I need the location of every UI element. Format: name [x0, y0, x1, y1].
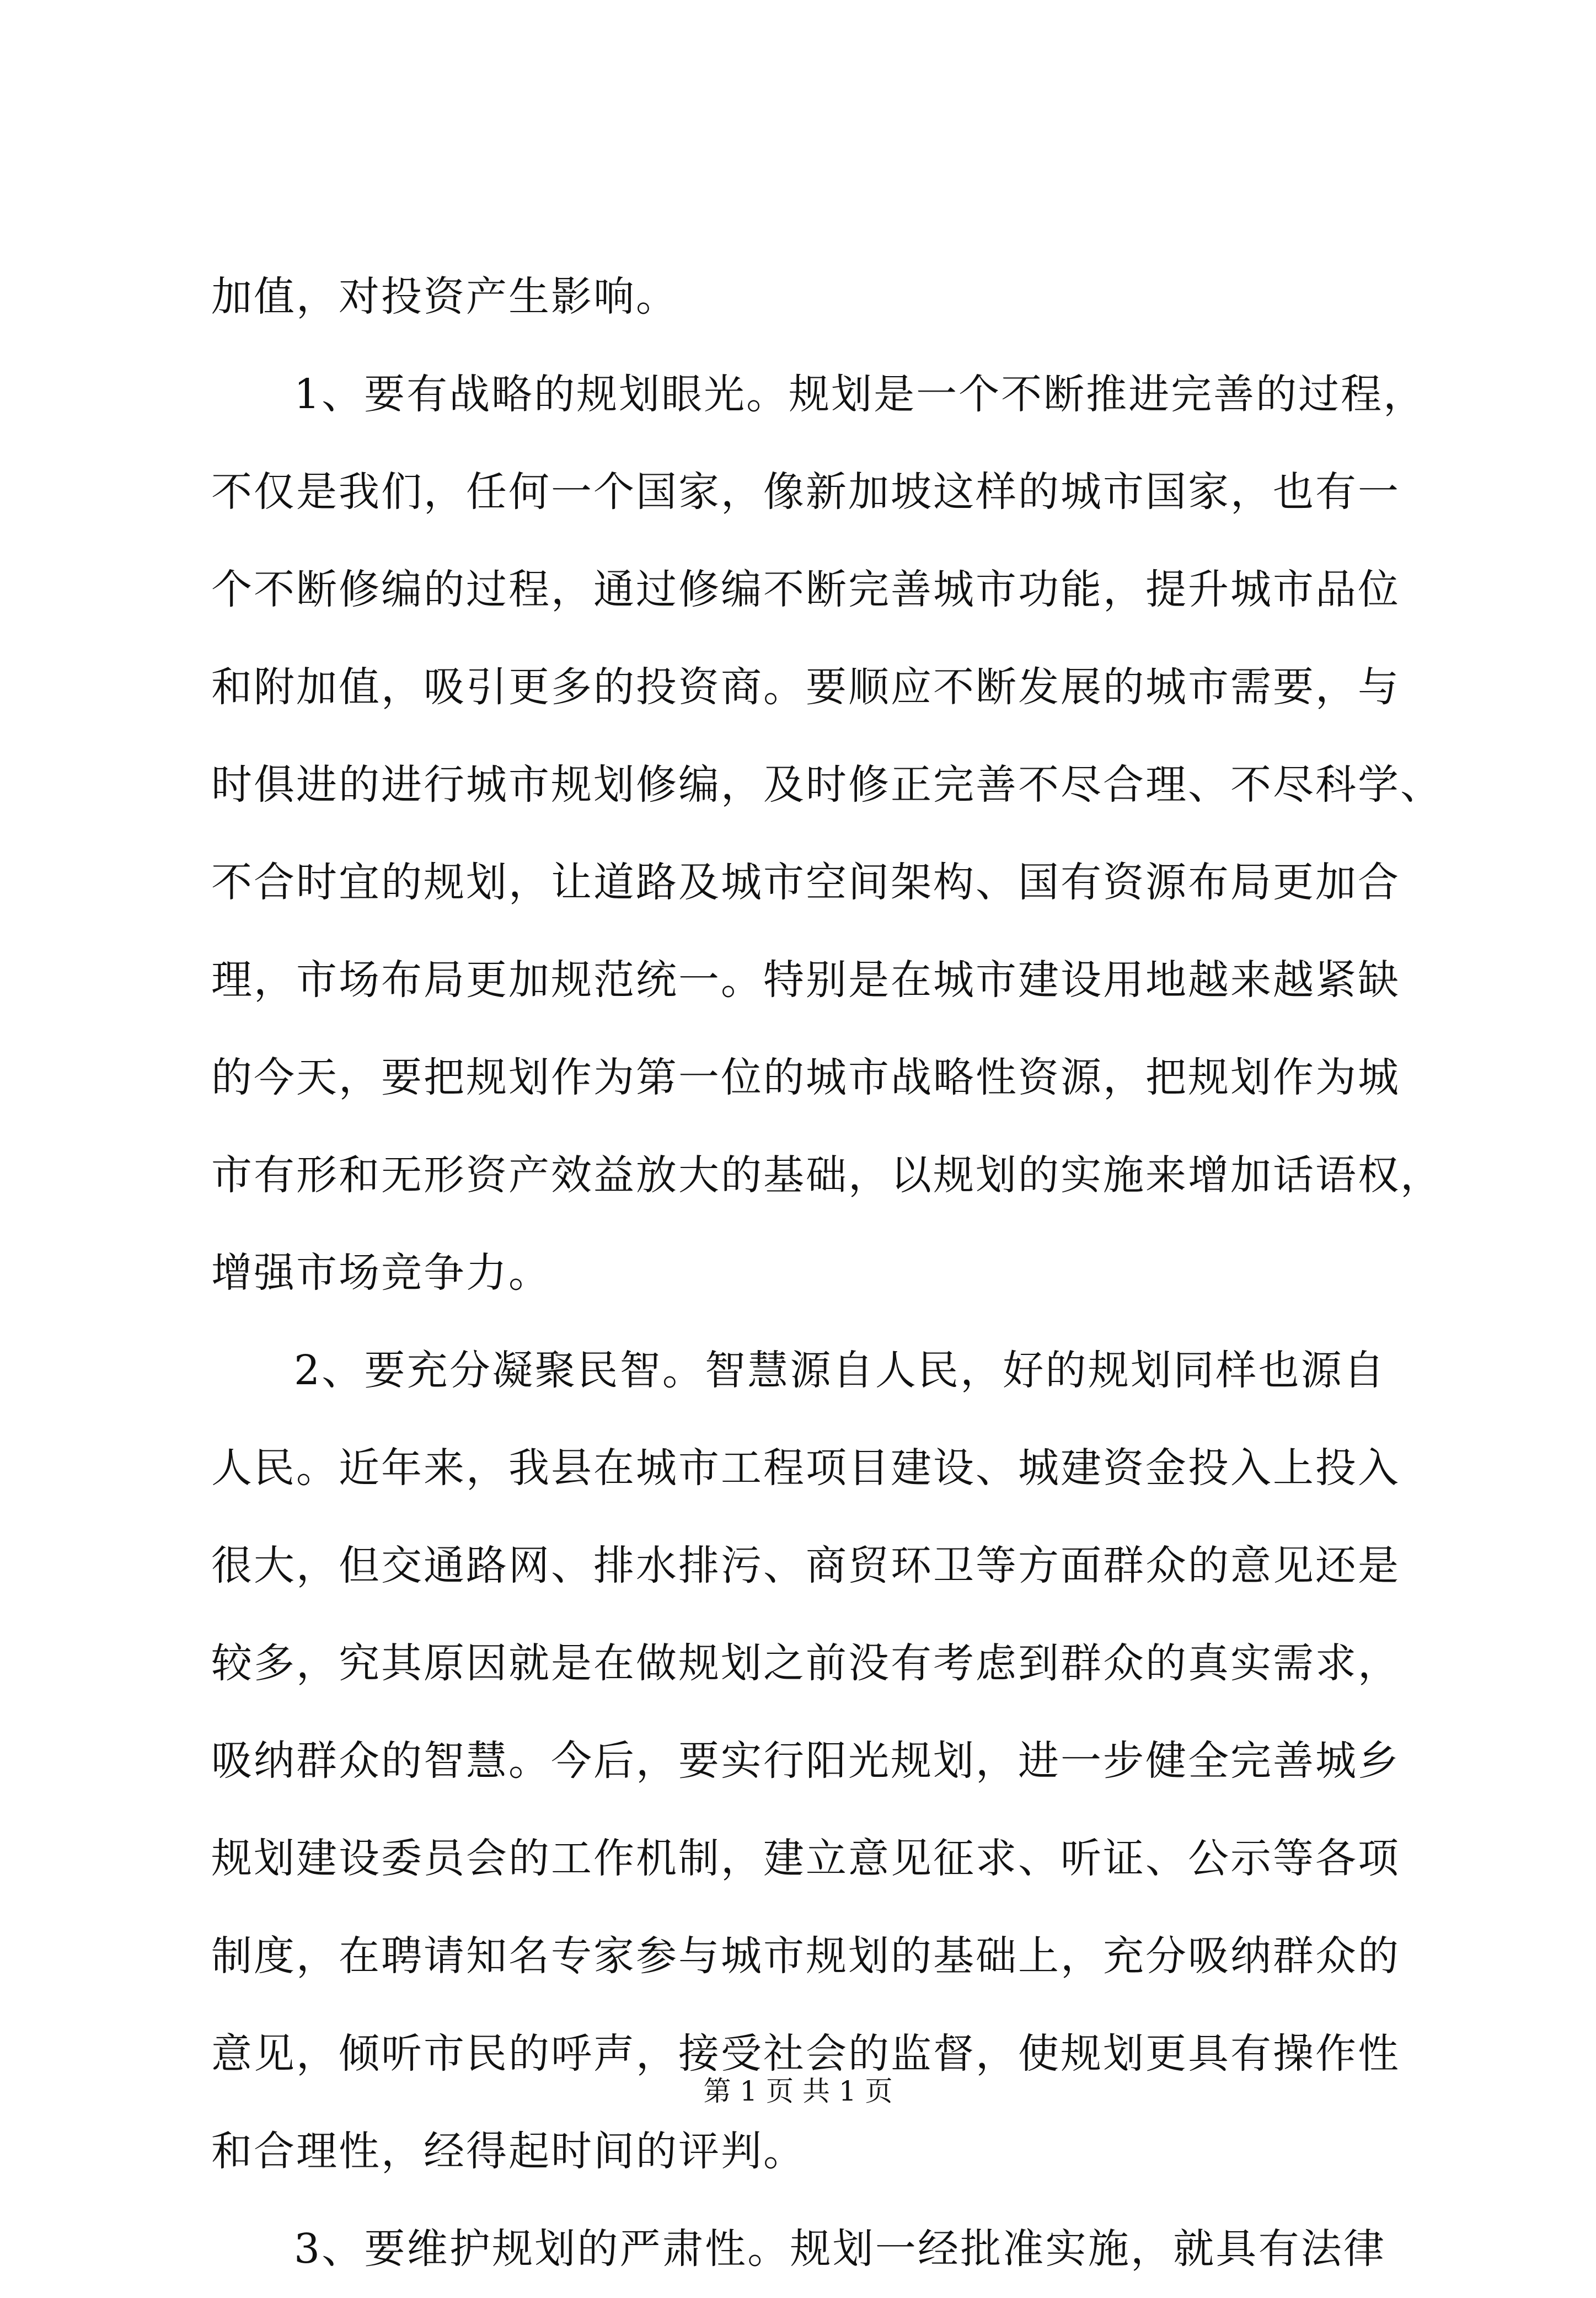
text-line: 和合理性，经得起时间的评判。	[211, 2128, 806, 2175]
text-line: 的今天，要把规划作为第一位的城市战略性资源，把规划作为城	[211, 1054, 1400, 1101]
text-line: 较多，究其原因就是在做规划之前没有考虑到群众的真实需求，	[211, 1640, 1400, 1687]
text-line: 不仅是我们，任何一个国家，像新加坡这样的城市国家，也有一	[211, 468, 1400, 516]
text-line: 吸纳群众的智慧。今后，要实行阳光规划，进一步健全完善城乡	[211, 1737, 1400, 1785]
text-line: 市有形和无形资产效益放大的基础，以规划的实施来增加话语权，	[211, 1151, 1443, 1199]
page-number-footer: 第 1 页 共 1 页	[703, 2075, 893, 2107]
text-line: 时俱进的进行城市规划修编，及时修正完善不尽合理、不尽科学、	[211, 761, 1443, 808]
text-line: 加值，对投资产生影响。	[211, 273, 678, 320]
text-line: 人民。近年来，我县在城市工程项目建设、城建资金投入上投入	[211, 1444, 1400, 1492]
text-line: 意见，倾听市民的呼声，接受社会的监督，使规划更具有操作性	[211, 2030, 1400, 2077]
document-body	[211, 248, 1443, 2298]
text-line: 1、要有战略的规划眼光。规划是一个不断推进完善的过程，	[294, 371, 1426, 418]
text-line: 规划建设委员会的工作机制，建立意见征求、听证、公示等各项	[211, 1835, 1400, 1882]
text-line: 和附加值，吸引更多的投资商。要顺应不断发展的城市需要，与	[211, 663, 1400, 711]
text-line: 2、要充分凝聚民智。智慧源自人民，好的规划同样也源自	[294, 1347, 1386, 1394]
text-line: 增强市场竞争力。	[211, 1249, 551, 1297]
text-line: 理，市场布局更加规范统一。特别是在城市建设用地越来越紧缺	[211, 956, 1400, 1004]
text-line: 不合时宜的规划，让道路及城市空间架构、国有资源布局更加合	[211, 859, 1400, 906]
text-line: 3、要维护规划的严肃性。规划一经批准实施，就具有法律	[294, 2225, 1386, 2273]
text-line: 很大，但交通路网、排水排污、商贸环卫等方面群众的意见还是	[211, 1542, 1400, 1589]
text-line: 个不断修编的过程，通过修编不断完善城市功能，提升城市品位	[211, 566, 1400, 613]
text-line: 制度，在聘请知名专家参与城市规划的基础上，充分吸纳群众的	[211, 1932, 1400, 1980]
